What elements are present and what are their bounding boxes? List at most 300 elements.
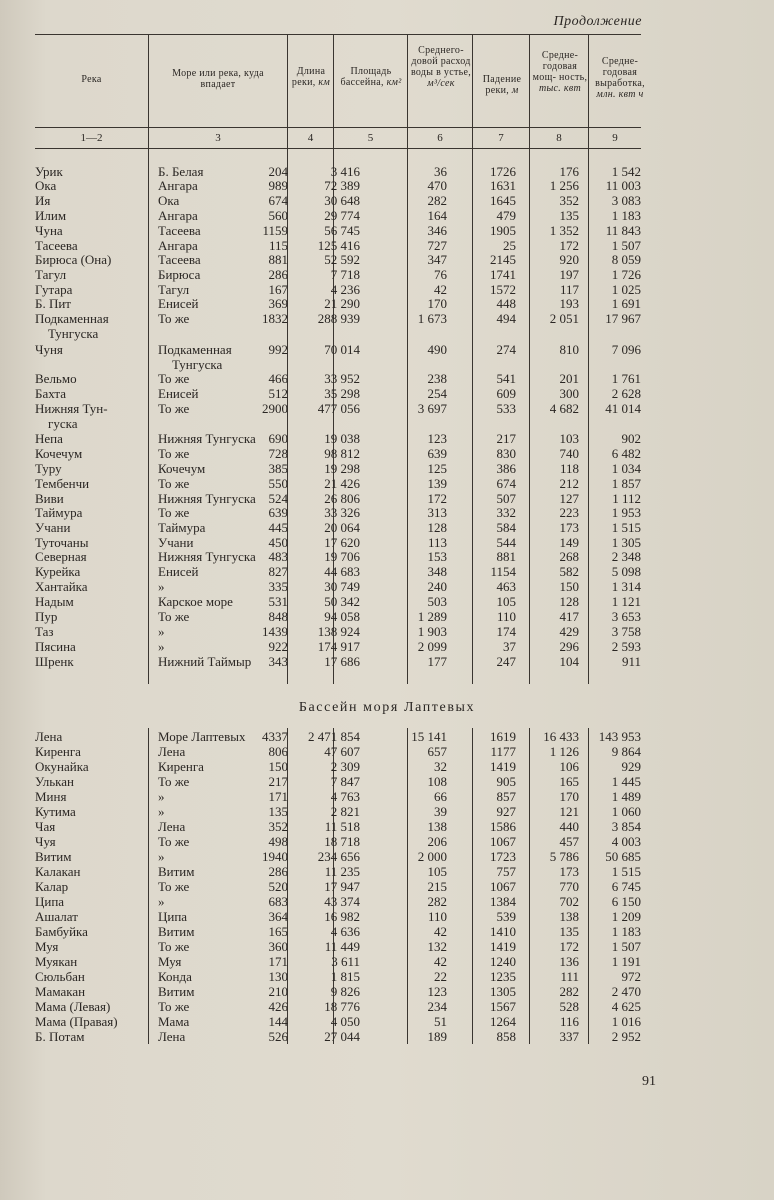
table-row xyxy=(0,282,774,297)
cell-flow: 42 xyxy=(434,954,447,969)
colnum-6: 6 xyxy=(437,132,443,144)
cell-power: 165 xyxy=(559,774,579,789)
cell-fall: 479 xyxy=(496,208,516,223)
cell-power: 1 352 xyxy=(549,223,579,238)
cell-flow: 189 xyxy=(427,1029,447,1044)
cell-fall: 1586 xyxy=(490,819,516,834)
cell-river: Ия xyxy=(35,193,51,208)
cell-sea-continued: Тунгуска xyxy=(172,357,223,372)
cell-flow: 347 xyxy=(427,252,447,267)
cell-fall: 541 xyxy=(496,371,516,386)
cell-output: 3 758 xyxy=(611,624,641,639)
cell-sea: Карское море xyxy=(158,594,233,609)
cell-length: 4337 xyxy=(262,729,288,744)
cell-output: 3 653 xyxy=(611,609,641,624)
cell-fall: 25 xyxy=(503,238,516,253)
cell-fall: 757 xyxy=(496,864,516,879)
cell-river: Мамакан xyxy=(35,984,86,999)
cell-power: 116 xyxy=(559,1014,579,1029)
table-row xyxy=(0,1014,774,1029)
cell-area: 19 038 xyxy=(324,431,360,446)
table-row xyxy=(0,954,774,969)
cell-fall: 386 xyxy=(496,461,516,476)
cell-power: 212 xyxy=(559,476,579,491)
cell-output: 1 191 xyxy=(611,954,641,969)
cell-sea: » xyxy=(158,804,165,819)
cell-fall: 1723 xyxy=(490,849,516,864)
cell-output: 2 593 xyxy=(611,639,641,654)
cell-area: 18 718 xyxy=(324,834,360,849)
cell-output: 1 112 xyxy=(612,491,641,506)
cell-sea: Витим xyxy=(158,984,195,999)
cell-river: Таймура xyxy=(35,505,83,520)
cell-fall: 1619 xyxy=(490,729,516,744)
cell-area: 16 982 xyxy=(324,909,360,924)
header-fall: Падение реки, м xyxy=(482,74,522,96)
cell-output: 1 515 xyxy=(611,520,641,535)
cell-length: 520 xyxy=(268,879,288,894)
cell-output: 1 025 xyxy=(611,282,641,297)
cell-flow: 66 xyxy=(434,789,447,804)
cell-flow: 139 xyxy=(427,476,447,491)
cell-sea: » xyxy=(158,624,165,639)
cell-flow: 105 xyxy=(427,864,447,879)
cell-length: 989 xyxy=(268,178,288,193)
table-row xyxy=(0,208,774,223)
table-row xyxy=(0,461,774,476)
cell-river: Гутара xyxy=(35,282,73,297)
cell-river: Кочечум xyxy=(35,446,83,461)
cell-power: 810 xyxy=(559,342,579,357)
cell-sea: Подкаменная xyxy=(158,342,232,357)
header-bottom-rule xyxy=(35,148,641,149)
table-row xyxy=(0,296,774,311)
cell-length: 343 xyxy=(268,654,288,669)
cell-length: 881 xyxy=(268,252,288,267)
page-number: 91 xyxy=(642,1074,656,1089)
cell-river: Илим xyxy=(35,208,67,223)
cell-area: 4 636 xyxy=(330,924,360,939)
cell-flow: 1 903 xyxy=(417,624,447,639)
cell-sea: » xyxy=(158,894,165,909)
table-row xyxy=(0,819,774,834)
cell-power: 296 xyxy=(559,639,579,654)
cell-river: Бамбуйка xyxy=(35,924,88,939)
cell-length: 335 xyxy=(268,579,288,594)
cell-output: 17 967 xyxy=(605,311,641,326)
cell-sea: Таймура xyxy=(158,520,206,535)
cell-length: 674 xyxy=(268,193,288,208)
cell-length: 369 xyxy=(268,296,288,311)
cell-output: 7 096 xyxy=(611,342,641,357)
cell-flow: 234 xyxy=(427,999,447,1014)
cell-flow: 32 xyxy=(434,759,447,774)
cell-river: Надым xyxy=(35,594,74,609)
cell-length: 364 xyxy=(268,909,288,924)
table-row xyxy=(0,178,774,193)
colnum-8: 8 xyxy=(556,132,562,144)
cell-power: 417 xyxy=(559,609,579,624)
cell-area: 2 471 854 xyxy=(308,729,360,744)
cell-area: 33 326 xyxy=(324,505,360,520)
table-row xyxy=(0,476,774,491)
cell-fall: 37 xyxy=(503,639,516,654)
cell-area: 1 815 xyxy=(330,969,360,984)
cell-flow: 1 673 xyxy=(417,311,447,326)
cell-area: 18 776 xyxy=(324,999,360,1014)
cell-output: 6 482 xyxy=(611,446,641,461)
cell-river: Подкаменная xyxy=(35,311,109,326)
cell-length: 352 xyxy=(268,819,288,834)
cell-length: 204 xyxy=(268,164,288,179)
cell-length: 1940 xyxy=(262,849,288,864)
cell-length: 360 xyxy=(268,939,288,954)
cell-power: 582 xyxy=(559,564,579,579)
cell-length: 217 xyxy=(268,774,288,789)
cell-flow: 238 xyxy=(427,371,447,386)
table-row xyxy=(0,744,774,759)
cell-area: 7 718 xyxy=(330,267,360,282)
cell-power: 111 xyxy=(560,969,579,984)
cell-length: 560 xyxy=(268,208,288,223)
cell-output: 3 083 xyxy=(611,193,641,208)
cell-sea: Учани xyxy=(158,535,194,550)
cell-area: 27 044 xyxy=(324,1029,360,1044)
cell-flow: 172 xyxy=(427,491,447,506)
cell-sea: Енисей xyxy=(158,564,199,579)
table-row xyxy=(0,624,774,639)
colnum-3: 3 xyxy=(215,132,221,144)
cell-length: 165 xyxy=(268,924,288,939)
cell-flow: 503 xyxy=(427,594,447,609)
cell-sea: Тагул xyxy=(158,282,190,297)
cell-river: Туру xyxy=(35,461,62,476)
cell-output: 9 864 xyxy=(611,744,641,759)
table-row xyxy=(0,654,774,669)
table-row xyxy=(0,164,774,179)
cell-length: 483 xyxy=(268,549,288,564)
cell-flow: 110 xyxy=(427,909,447,924)
cell-power: 121 xyxy=(559,804,579,819)
cell-area: 52 592 xyxy=(324,252,360,267)
cell-sea: Лена xyxy=(158,744,186,759)
cell-sea: Тасеева xyxy=(158,223,201,238)
cell-fall: 1419 xyxy=(490,759,516,774)
cell-area: 477 056 xyxy=(317,401,360,416)
header-sea: Море или река, куда впадает xyxy=(172,68,264,90)
cell-flow: 727 xyxy=(427,238,447,253)
cell-sea: То же xyxy=(158,446,190,461)
cell-flow: 470 xyxy=(427,178,447,193)
table-row xyxy=(0,223,774,238)
cell-length: 524 xyxy=(268,491,288,506)
colnum-9: 9 xyxy=(612,132,618,144)
cell-flow: 282 xyxy=(427,894,447,909)
cell-power: 440 xyxy=(559,819,579,834)
cell-sea: То же xyxy=(158,834,190,849)
cell-area: 33 952 xyxy=(324,371,360,386)
cell-area: 234 656 xyxy=(317,849,360,864)
cell-sea: Мама xyxy=(158,1014,190,1029)
cell-fall: 217 xyxy=(496,431,516,446)
cell-output: 41 014 xyxy=(605,401,641,416)
cell-flow: 36 xyxy=(434,164,447,179)
cell-river: Калакан xyxy=(35,864,81,879)
cell-flow: 123 xyxy=(427,431,447,446)
cell-flow: 125 xyxy=(427,461,447,476)
cell-flow: 346 xyxy=(427,223,447,238)
cell-power: 128 xyxy=(559,594,579,609)
cell-sea: Тасеева xyxy=(158,252,201,267)
cell-length: 806 xyxy=(268,744,288,759)
cell-river: Нижняя Тун- xyxy=(35,401,108,416)
cell-power: 104 xyxy=(559,654,579,669)
cell-fall: 2145 xyxy=(490,252,516,267)
table-row xyxy=(0,520,774,535)
cell-sea: То же xyxy=(158,311,190,326)
table-row xyxy=(0,505,774,520)
cell-length: 171 xyxy=(268,954,288,969)
cell-power: 1 256 xyxy=(549,178,579,193)
cell-output: 902 xyxy=(621,431,641,446)
cell-power: 2 051 xyxy=(549,311,579,326)
cell-sea: Море Лаптевых xyxy=(158,729,246,744)
cell-area: 98 812 xyxy=(324,446,360,461)
cell-river: Миня xyxy=(35,789,67,804)
cell-area: 94 058 xyxy=(324,609,360,624)
table-row xyxy=(0,774,774,789)
cell-fall: 1567 xyxy=(490,999,516,1014)
cell-sea: Конда xyxy=(158,969,192,984)
cell-river: Чуя xyxy=(35,834,56,849)
cell-fall: 1726 xyxy=(490,164,516,179)
cell-fall: 1410 xyxy=(490,924,516,939)
cell-output: 1 507 xyxy=(611,939,641,954)
cell-river: Шренк xyxy=(35,654,74,669)
cell-area: 47 607 xyxy=(324,744,360,759)
cell-fall: 1384 xyxy=(490,894,516,909)
table-row xyxy=(0,639,774,654)
table-row xyxy=(0,999,774,1014)
header-river: Река xyxy=(81,74,102,85)
cell-output: 2 628 xyxy=(611,386,641,401)
cell-length: 171 xyxy=(268,789,288,804)
cell-flow: 108 xyxy=(427,774,447,789)
cell-power: 4 682 xyxy=(549,401,579,416)
cell-sea: То же xyxy=(158,609,190,624)
header-flow: Среднего- довой расход воды в устье, м³/сек xyxy=(410,45,472,89)
cell-area: 30 749 xyxy=(324,579,360,594)
cell-fall: 905 xyxy=(496,774,516,789)
cell-length: 466 xyxy=(268,371,288,386)
cell-output: 1 314 xyxy=(611,579,641,594)
cell-power: 300 xyxy=(559,386,579,401)
cell-area: 17 947 xyxy=(324,879,360,894)
table-row xyxy=(0,804,774,819)
cell-fall: 1154 xyxy=(490,564,516,579)
table-row xyxy=(0,238,774,253)
cell-river: Сюльбан xyxy=(35,969,85,984)
cell-fall: 857 xyxy=(496,789,516,804)
cell-fall: 1264 xyxy=(490,1014,516,1029)
cell-sea: Киренга xyxy=(158,759,204,774)
cell-power: 150 xyxy=(559,579,579,594)
cell-river: Мама (Правая) xyxy=(35,1014,118,1029)
table-row xyxy=(0,789,774,804)
cell-river: Тембенчи xyxy=(35,476,90,491)
cell-power: 268 xyxy=(559,549,579,564)
cell-area: 19 298 xyxy=(324,461,360,476)
cell-flow: 128 xyxy=(427,520,447,535)
cell-power: 429 xyxy=(559,624,579,639)
cell-output: 1 209 xyxy=(611,909,641,924)
cell-fall: 533 xyxy=(496,401,516,416)
cell-output: 2 348 xyxy=(611,549,641,564)
cell-flow: 282 xyxy=(427,193,447,208)
cell-fall: 881 xyxy=(496,549,516,564)
header-output: Средне- годовая выработка, млн. квт ч xyxy=(595,56,645,100)
cell-power: 138 xyxy=(559,909,579,924)
cell-output: 1 060 xyxy=(611,804,641,819)
cell-flow: 76 xyxy=(434,267,447,282)
cell-power: 117 xyxy=(559,282,579,297)
cell-area: 9 826 xyxy=(330,984,360,999)
cell-output: 1 016 xyxy=(611,1014,641,1029)
cell-output: 5 098 xyxy=(611,564,641,579)
cell-power: 176 xyxy=(559,164,579,179)
cell-area: 174 917 xyxy=(317,639,360,654)
cell-output: 4 625 xyxy=(611,999,641,1014)
cell-river: Вельмо xyxy=(35,371,77,386)
cell-length: 992 xyxy=(268,342,288,357)
cell-flow: 138 xyxy=(427,819,447,834)
table-row xyxy=(0,1029,774,1044)
table-row xyxy=(0,401,774,431)
table-row xyxy=(0,267,774,282)
cell-output: 11 003 xyxy=(605,178,641,193)
cell-sea: То же xyxy=(158,401,190,416)
cell-flow: 123 xyxy=(427,984,447,999)
cell-river: Курейка xyxy=(35,564,81,579)
cell-river: Хантайка xyxy=(35,579,88,594)
cell-fall: 544 xyxy=(496,535,516,550)
section-title: Бассейн моря Лаптевых xyxy=(298,700,476,715)
table-row xyxy=(0,759,774,774)
cell-fall: 105 xyxy=(496,594,516,609)
cell-output: 1 121 xyxy=(611,594,641,609)
cell-power: 103 xyxy=(559,431,579,446)
cell-river: Туточаны xyxy=(35,535,89,550)
cell-fall: 1305 xyxy=(490,984,516,999)
colnum-1: 1—2 xyxy=(80,132,103,144)
cell-flow: 639 xyxy=(427,446,447,461)
cell-sea: Ципа xyxy=(158,909,188,924)
cell-area: 21 426 xyxy=(324,476,360,491)
cell-river: Бирюса (Она) xyxy=(35,252,112,267)
cell-length: 683 xyxy=(268,894,288,909)
cell-sea: То же xyxy=(158,505,190,520)
cell-power: 193 xyxy=(559,296,579,311)
cell-flow: 132 xyxy=(427,939,447,954)
cell-area: 35 298 xyxy=(324,386,360,401)
cell-power: 337 xyxy=(559,1029,579,1044)
cell-area: 26 806 xyxy=(324,491,360,506)
cell-fall: 1741 xyxy=(490,267,516,282)
table-row xyxy=(0,342,774,372)
cell-output: 50 685 xyxy=(605,849,641,864)
cell-flow: 2 099 xyxy=(417,639,447,654)
cell-fall: 274 xyxy=(496,342,516,357)
cell-output: 3 854 xyxy=(611,819,641,834)
cell-sea: То же xyxy=(158,939,190,954)
header-top-rule xyxy=(35,34,641,35)
cell-flow: 15 141 xyxy=(411,729,447,744)
cell-output: 6 745 xyxy=(611,879,641,894)
cell-output: 1 489 xyxy=(611,789,641,804)
cell-sea: То же xyxy=(158,371,190,386)
cell-river: Мама (Левая) xyxy=(35,999,111,1014)
cell-length: 1832 xyxy=(262,311,288,326)
cell-flow: 240 xyxy=(427,579,447,594)
cell-length: 550 xyxy=(268,476,288,491)
cell-fall: 1645 xyxy=(490,193,516,208)
cell-output: 143 953 xyxy=(598,729,641,744)
cell-power: 457 xyxy=(559,834,579,849)
table-row xyxy=(0,969,774,984)
cell-area: 30 648 xyxy=(324,193,360,208)
cell-sea: Лена xyxy=(158,819,186,834)
cell-river: Урик xyxy=(35,164,63,179)
cell-output: 1 857 xyxy=(611,476,641,491)
cell-river: Улькан xyxy=(35,774,74,789)
cell-sea: Нижняя Тунгуска xyxy=(158,491,256,506)
cell-length: 498 xyxy=(268,834,288,849)
cell-flow: 3 697 xyxy=(417,401,447,416)
cell-area: 29 774 xyxy=(324,208,360,223)
cell-flow: 254 xyxy=(427,386,447,401)
cell-output: 8 059 xyxy=(611,252,641,267)
cell-area: 3 611 xyxy=(331,954,360,969)
cell-power: 135 xyxy=(559,208,579,223)
cell-length: 135 xyxy=(268,804,288,819)
cell-area: 70 014 xyxy=(324,342,360,357)
cell-river: Калар xyxy=(35,879,69,894)
colnum-5: 5 xyxy=(367,132,374,144)
cell-river: Тагул xyxy=(35,267,67,282)
cell-length: 144 xyxy=(268,1014,288,1029)
cell-fall: 463 xyxy=(496,579,516,594)
cell-river: Виви xyxy=(35,491,64,506)
cell-sea: Лена xyxy=(158,1029,186,1044)
cell-flow: 1 289 xyxy=(417,609,447,624)
cell-river: Кутима xyxy=(35,804,76,819)
cell-river: Чуня xyxy=(35,342,63,357)
cell-sea: То же xyxy=(158,879,190,894)
cell-power: 528 xyxy=(559,999,579,1014)
cell-area: 2 821 xyxy=(330,804,360,819)
cell-power: 740 xyxy=(559,446,579,461)
cell-output: 1 542 xyxy=(611,164,641,179)
cell-flow: 39 xyxy=(434,804,447,819)
cell-power: 16 433 xyxy=(543,729,579,744)
cell-fall: 830 xyxy=(496,446,516,461)
cell-area: 4 763 xyxy=(330,789,360,804)
cell-sea: Витим xyxy=(158,864,195,879)
table-row xyxy=(0,729,774,744)
cell-power: 173 xyxy=(559,520,579,535)
cell-area: 2 309 xyxy=(330,759,360,774)
cell-length: 922 xyxy=(268,639,288,654)
